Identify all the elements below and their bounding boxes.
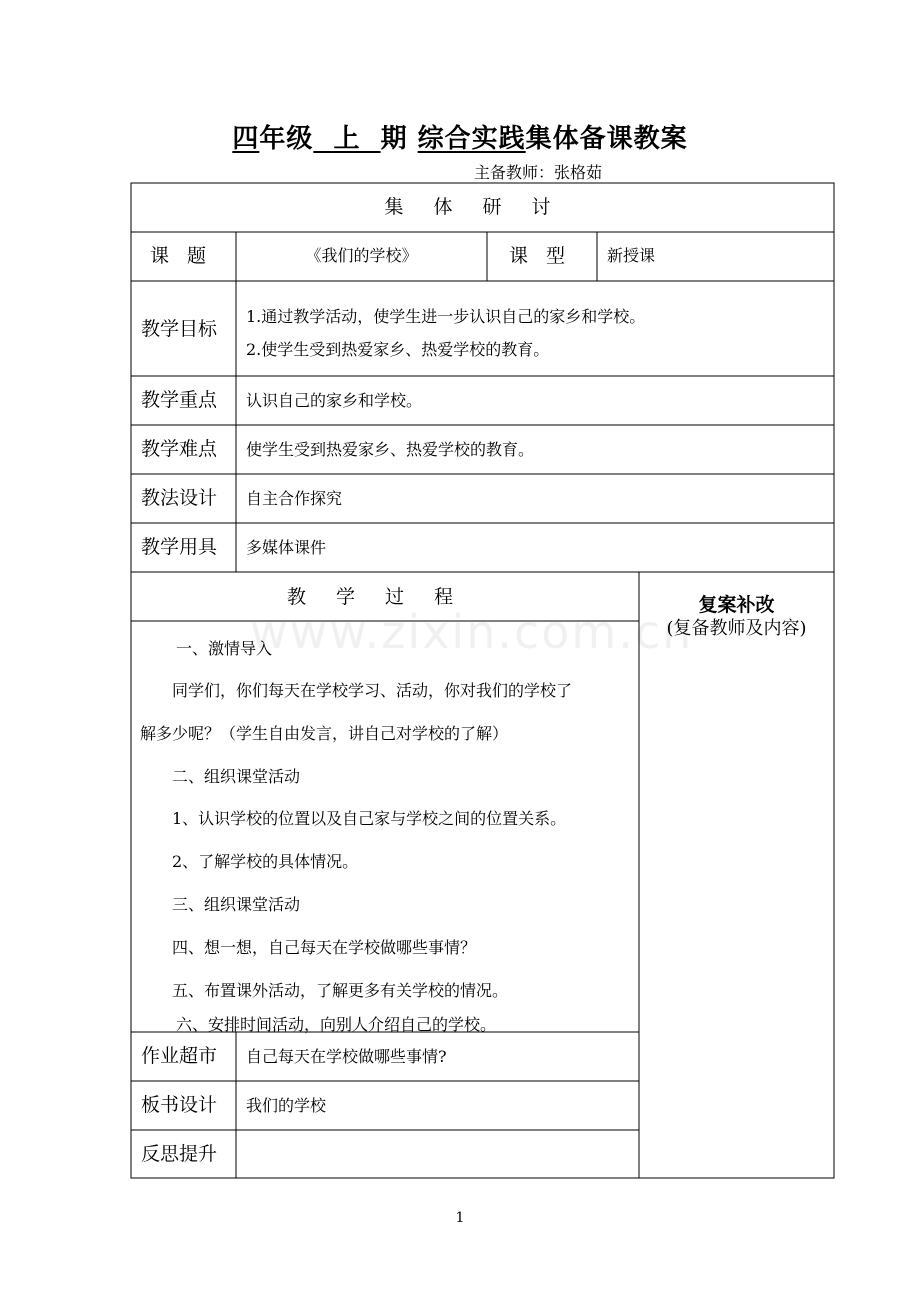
watermark: www.zixin.com.cn [250, 605, 694, 659]
section-header: 集体研讨 [384, 196, 581, 218]
focus-value: 认识自己的家乡和学校。 [246, 391, 423, 410]
title-term: 上 [333, 124, 361, 154]
revision-title: 复案补改 [698, 594, 775, 616]
process-line: 1、认识学校的位置以及自己家与学校之间的位置关系。 [172, 809, 567, 828]
type-value: 新授课 [607, 246, 656, 265]
lead-teacher: 主备教师：张格茹 [474, 163, 603, 182]
process-line: 二、组织课堂活动 [172, 767, 301, 786]
reflect-label: 反思提升 [141, 1143, 218, 1165]
goals-label: 教学目标 [141, 318, 218, 340]
revision-subtitle: (复备教师及内容) [666, 618, 807, 639]
process-line: 解多少呢？（学生自由发言，讲自己对学校的了解） [140, 724, 509, 743]
process-line: 四、想一想，自己每天在学校做哪些事情？ [172, 938, 477, 957]
process-line: 同学们，你们每天在学校学习、活动，你对我们的学校了 [172, 681, 573, 700]
process-line: 2、了解学校的具体情况。 [172, 852, 359, 871]
tools-label: 教学用具 [141, 536, 218, 558]
topic-label: 课题 [150, 245, 225, 267]
homework-value: 自己每天在学校做哪些事情? [246, 1047, 447, 1066]
title-grade: 四 [232, 124, 260, 154]
method-value: 自主合作探究 [246, 489, 343, 508]
process-line: 六、安排时间活动，向别人介绍自己的学校。 [176, 1015, 497, 1034]
title-grade-suffix: 年级 [259, 124, 314, 154]
goal-2: 2.使学生受到热爱家乡、热爱学校的教育。 [246, 340, 550, 359]
title-term-suffix: 期 [380, 124, 408, 154]
focus-label: 教学重点 [141, 389, 218, 411]
process-line: 三、组织课堂活动 [172, 895, 301, 914]
homework-label: 作业超市 [141, 1045, 218, 1067]
board-label: 板书设计 [141, 1094, 218, 1116]
difficulty-value: 使学生受到热爱家乡、热爱学校的教育。 [246, 440, 535, 459]
process-line: 一、激情导入 [176, 639, 273, 658]
difficulty-label: 教学难点 [141, 438, 218, 460]
process-line: 五、布置课外活动，了解更多有关学校的情况。 [172, 981, 509, 1000]
board-value: 我们的学校 [246, 1096, 327, 1115]
type-label: 课型 [509, 245, 584, 267]
method-label: 教法设计 [141, 487, 218, 509]
tools-value: 多媒体课件 [246, 538, 327, 557]
process-header: 教学过程 [286, 586, 483, 608]
title-doc-type: 集体备课教案 [525, 124, 688, 154]
goal-1: 1.通过教学活动，使学生进一步认识自己的家乡和学校。 [246, 307, 646, 326]
topic-value: 《我们的学校》 [305, 246, 418, 265]
page-number: 1 [455, 1210, 465, 1226]
title-subject: 综合实践 [417, 124, 526, 154]
